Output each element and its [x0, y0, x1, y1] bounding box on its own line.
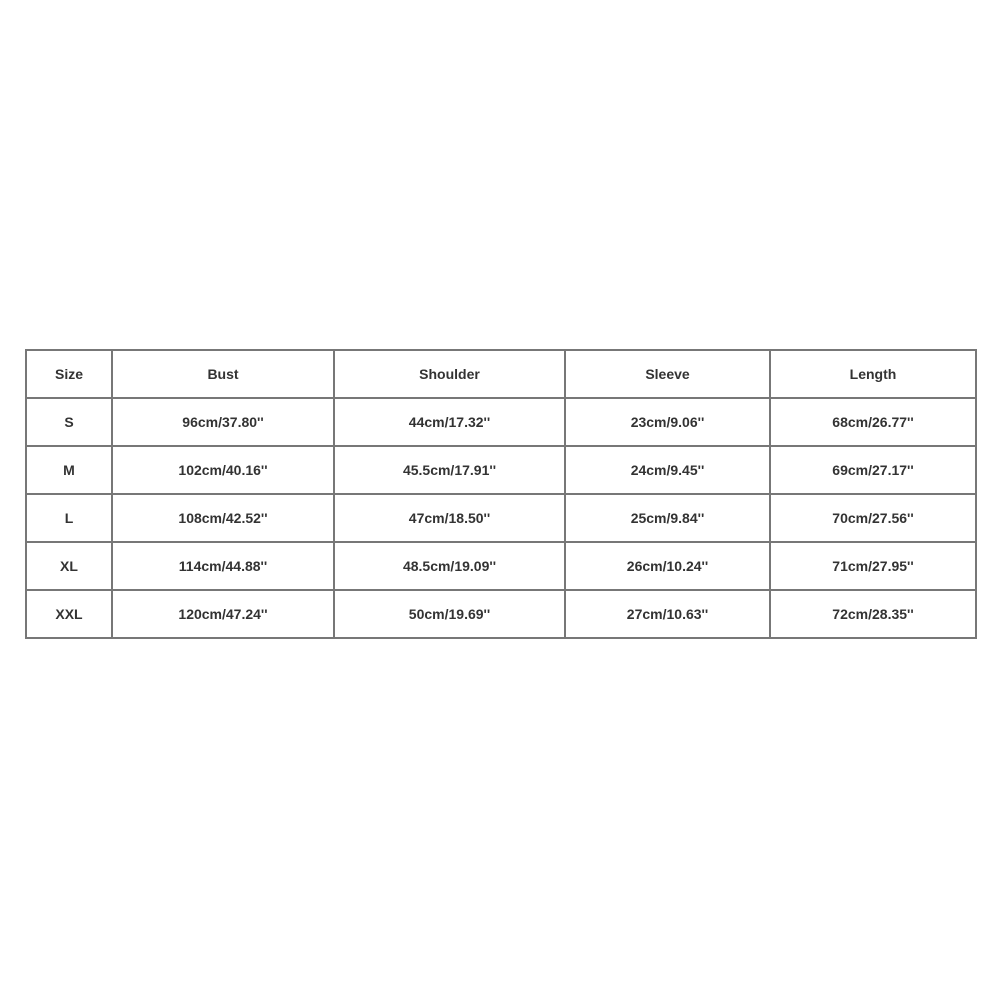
table-row	[26, 542, 976, 590]
cell-size: XXL	[26, 590, 112, 638]
cell-size: M	[26, 446, 112, 494]
cell-length: 72cm/28.35''	[770, 590, 976, 638]
cell-length: 70cm/27.56''	[770, 494, 976, 542]
header-size: Size	[26, 350, 112, 398]
cell-size: L	[26, 494, 112, 542]
header-shoulder: Shoulder	[334, 350, 565, 398]
cell-sleeve: 25cm/9.84''	[565, 494, 770, 542]
cell-shoulder: 44cm/17.32''	[334, 398, 565, 446]
size-chart-table	[25, 349, 977, 639]
cell-size: S	[26, 398, 112, 446]
table-row	[26, 494, 976, 542]
cell-shoulder: 45.5cm/17.91''	[334, 446, 565, 494]
cell-bust: 108cm/42.52''	[112, 494, 334, 542]
cell-sleeve: 26cm/10.24''	[565, 542, 770, 590]
header-length: Length	[770, 350, 976, 398]
cell-bust: 114cm/44.88''	[112, 542, 334, 590]
cell-size: XL	[26, 542, 112, 590]
table-row	[26, 398, 976, 446]
cell-shoulder: 50cm/19.69''	[334, 590, 565, 638]
cell-sleeve: 24cm/9.45''	[565, 446, 770, 494]
header-row	[26, 350, 976, 398]
cell-sleeve: 27cm/10.63''	[565, 590, 770, 638]
cell-length: 69cm/27.17''	[770, 446, 976, 494]
cell-shoulder: 48.5cm/19.09''	[334, 542, 565, 590]
table-row	[26, 446, 976, 494]
cell-shoulder: 47cm/18.50''	[334, 494, 565, 542]
cell-bust: 102cm/40.16''	[112, 446, 334, 494]
cell-sleeve: 23cm/9.06''	[565, 398, 770, 446]
cell-length: 71cm/27.95''	[770, 542, 976, 590]
table-row	[26, 590, 976, 638]
cell-bust: 96cm/37.80''	[112, 398, 334, 446]
cell-bust: 120cm/47.24''	[112, 590, 334, 638]
cell-length: 68cm/26.77''	[770, 398, 976, 446]
header-bust: Bust	[112, 350, 334, 398]
header-sleeve: Sleeve	[565, 350, 770, 398]
